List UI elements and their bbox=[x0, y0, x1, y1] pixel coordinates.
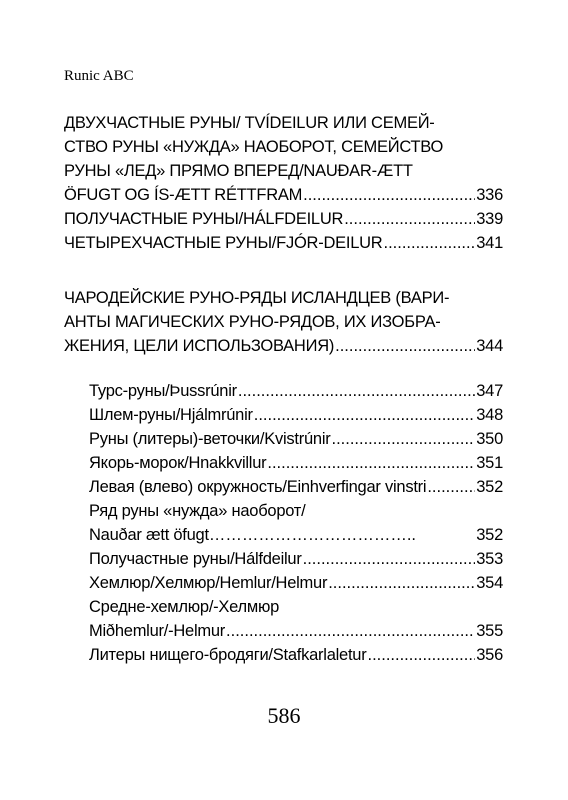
toc-page-number: 351 bbox=[476, 454, 503, 472]
dot-leader bbox=[332, 427, 476, 451]
toc-subentry bbox=[89, 571, 503, 595]
toc-entry bbox=[64, 231, 503, 255]
dot-leader bbox=[226, 619, 475, 643]
toc-entry-title: ПОЛУЧАСТНЫЕ РУНЫ/HÁLFDEILUR bbox=[64, 210, 344, 228]
toc-entry-title: Хемлюр/Хелмюр/Hemlur/Helmur bbox=[89, 574, 328, 592]
toc-entry-title: Левая (влево) окружность/Einhverfingar vinstri bbox=[89, 478, 427, 496]
toc-subentry bbox=[89, 643, 503, 667]
dot-leader bbox=[427, 475, 475, 499]
toc-entry bbox=[64, 334, 503, 358]
toc-subentry bbox=[89, 451, 503, 475]
toc-page-number: 341 bbox=[476, 234, 503, 252]
toc-page-number: 350 bbox=[476, 430, 503, 448]
toc-page-number: 348 bbox=[476, 406, 503, 424]
toc-entry bbox=[64, 207, 503, 231]
dot-leader bbox=[367, 643, 475, 667]
toc-page-number: 352 bbox=[476, 478, 503, 496]
toc-subentry bbox=[89, 403, 503, 427]
toc-page-number: 352 bbox=[476, 526, 503, 544]
page-number: 586 bbox=[267, 703, 301, 728]
dot-leader bbox=[383, 231, 475, 255]
toc-page-number: 347 bbox=[476, 382, 503, 400]
toc-subentry bbox=[89, 523, 503, 547]
toc-subentries bbox=[89, 379, 503, 667]
toc-heading-line: РУНЫ «ЛЕД» ПРЯМО ВПЕРЕД/NAUÐAR-ÆTT bbox=[64, 162, 413, 180]
dot-leader bbox=[335, 334, 475, 358]
toc-entry-title: Руны (литеры)-веточки/Kvistrúnir bbox=[89, 430, 331, 448]
toc-subentry-first-line: Ряд руны «нужда» наоборот/ bbox=[89, 502, 306, 520]
toc-heading-line: СТВО РУНЫ «НУЖДА» НАОБОРОТ, СЕМЕЙСТВО bbox=[64, 138, 444, 156]
toc-group-tvideilur bbox=[64, 111, 503, 255]
toc-heading-line: ДВУХЧАСТНЫЕ РУНЫ/ TVÍDEILUR ИЛИ СЕМЕЙ- bbox=[64, 114, 435, 132]
toc-entry-title: Miðhemlur/-Helmur bbox=[89, 622, 226, 640]
toc-entry-title: ЖЕНИЯ, ЦЕЛИ ИСПОЛЬЗОВАНИЯ) bbox=[64, 337, 335, 355]
toc-subentry bbox=[89, 427, 503, 451]
dot-leader bbox=[238, 379, 475, 403]
dot-leader bbox=[328, 571, 475, 595]
toc-entry-title: ЧЕТЫРЕХЧАСТНЫЕ РУНЫ/FJÓR-DEILUR bbox=[64, 234, 383, 252]
toc-entry-title: Турс-руны/Þussrúnir bbox=[89, 382, 237, 400]
toc-heading-line: АНТЫ МАГИЧЕСКИХ РУНО-РЯДОВ, ИХ ИЗОБРА- bbox=[64, 313, 441, 331]
toc-page-number: 336 bbox=[476, 186, 503, 204]
toc-entry bbox=[64, 183, 503, 207]
toc-subentry bbox=[89, 547, 503, 571]
toc-page-number: 356 bbox=[476, 646, 503, 664]
toc-entry-title: Якорь-морок/Hnakkvillur bbox=[89, 454, 267, 472]
toc-entry-title: Литеры нищего-бродяги/Stafkarlaletur bbox=[89, 646, 367, 664]
dot-leader bbox=[344, 207, 475, 231]
toc-subentry bbox=[89, 379, 503, 403]
toc-entry-title: Получастные руны/Hálfdeilur bbox=[89, 550, 302, 568]
dot-leader bbox=[303, 183, 475, 207]
toc-page-number: 353 bbox=[476, 550, 503, 568]
dot-leader bbox=[254, 403, 475, 427]
toc-group-magic-rune-rows bbox=[64, 286, 503, 358]
running-head: Runic ABC bbox=[64, 68, 134, 84]
toc-subentry bbox=[89, 619, 503, 643]
toc-page-number: 355 bbox=[476, 622, 503, 640]
dot-leader bbox=[303, 547, 476, 571]
toc-entry-title: Nauðar ætt öfugt bbox=[89, 526, 209, 544]
toc-page-number: 344 bbox=[476, 337, 503, 355]
toc-page-number: 354 bbox=[476, 574, 503, 592]
toc-heading-line: ЧАРОДЕЙСКИЕ РУНО-РЯДЫ ИСЛАНДЦЕВ (ВАРИ- bbox=[64, 289, 450, 307]
toc-subentry bbox=[89, 475, 503, 499]
toc-subentry-first-line: Средне-хемлюр/-Хелмюр bbox=[89, 598, 280, 616]
toc-page-number: 339 bbox=[476, 210, 503, 228]
ellipsis-leader: ……………………………….. bbox=[208, 526, 416, 544]
dot-leader bbox=[267, 451, 475, 475]
toc-entry-title: Шлем-руны/Hjálmrúnir bbox=[89, 406, 253, 424]
toc-entry-title: ÖFUGT OG ÍS-ÆTT RÉTTFRAM bbox=[64, 186, 303, 204]
